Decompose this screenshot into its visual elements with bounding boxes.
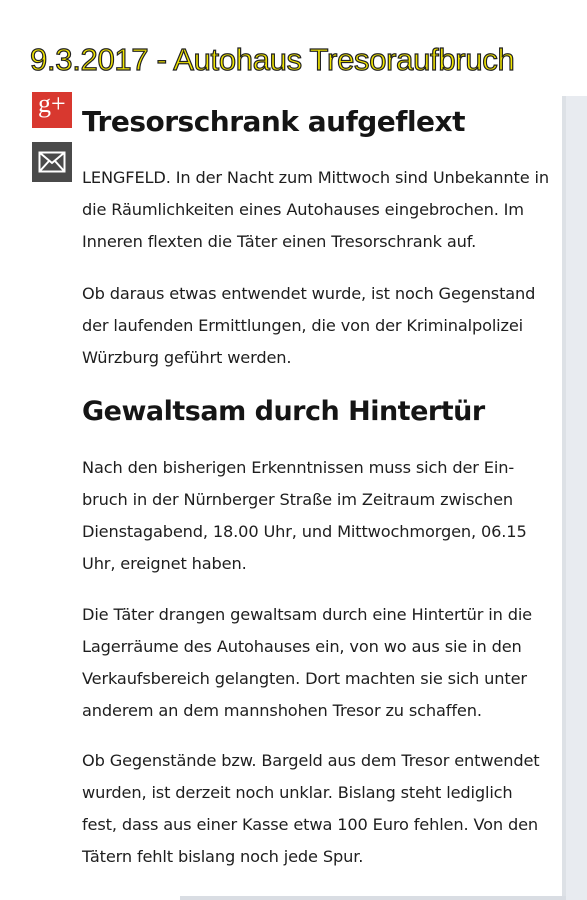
email-share-button[interactable]: [32, 142, 72, 182]
top-banner: [0, 0, 587, 92]
google-plus-icon: g+: [38, 89, 66, 118]
bottom-divider: [180, 896, 566, 900]
article-paragraph: Nach den bisherigen Erkenntnissen muss sich der Ein-bruch in der Nürnberger Straße im Zeitraum zwischen Dienstagabend, 18.00 Uhr, und Mittwochmorgen, 06.15 Uhr, ereignet haben.: [82, 458, 527, 573]
right-scroll-rail: [566, 96, 587, 900]
envelope-icon: [38, 150, 66, 174]
banner-title: 9.3.2017 - Autohaus Tresoraufbruch: [30, 42, 515, 77]
google-plus-share-button[interactable]: [32, 89, 72, 128]
article-paragraph: Ob Gegenstände bzw. Bargeld aus dem Tresor entwendet wurden, ist derzeit noch unklar. Bislang steht lediglich fest, dass aus einer Kasse etwa 100 Euro fehlen. Von den Tätern fehlt bislang noch jede Spur.: [82, 751, 540, 866]
article-subheading: Gewaltsam durch Hintertür: [82, 396, 485, 427]
article-paragraph: Ob daraus etwas entwendet wurde, ist noch Gegenstand der laufenden Ermittlungen, die von der Kriminalpolizei Würzburg geführt werden.: [82, 284, 536, 367]
article-paragraph: Die Täter drangen gewaltsam durch eine Hintertür in die Lagerräume des Autohauses ein, von wo aus sie in den Verkaufsbereich gelangten. Dort machten sie sich unter anderem an dem mannshohen Tresor zu schaffen.: [82, 605, 532, 720]
article-paragraph: LENGFELD. In der Nacht zum Mittwoch sind Unbekannte in die Räumlichkeiten eines Autohauses eingebrochen. Im Inneren flexten die Täter einen Tresorschrank auf.: [82, 168, 549, 251]
article-heading: Tresorschrank aufgeflext: [82, 105, 465, 138]
